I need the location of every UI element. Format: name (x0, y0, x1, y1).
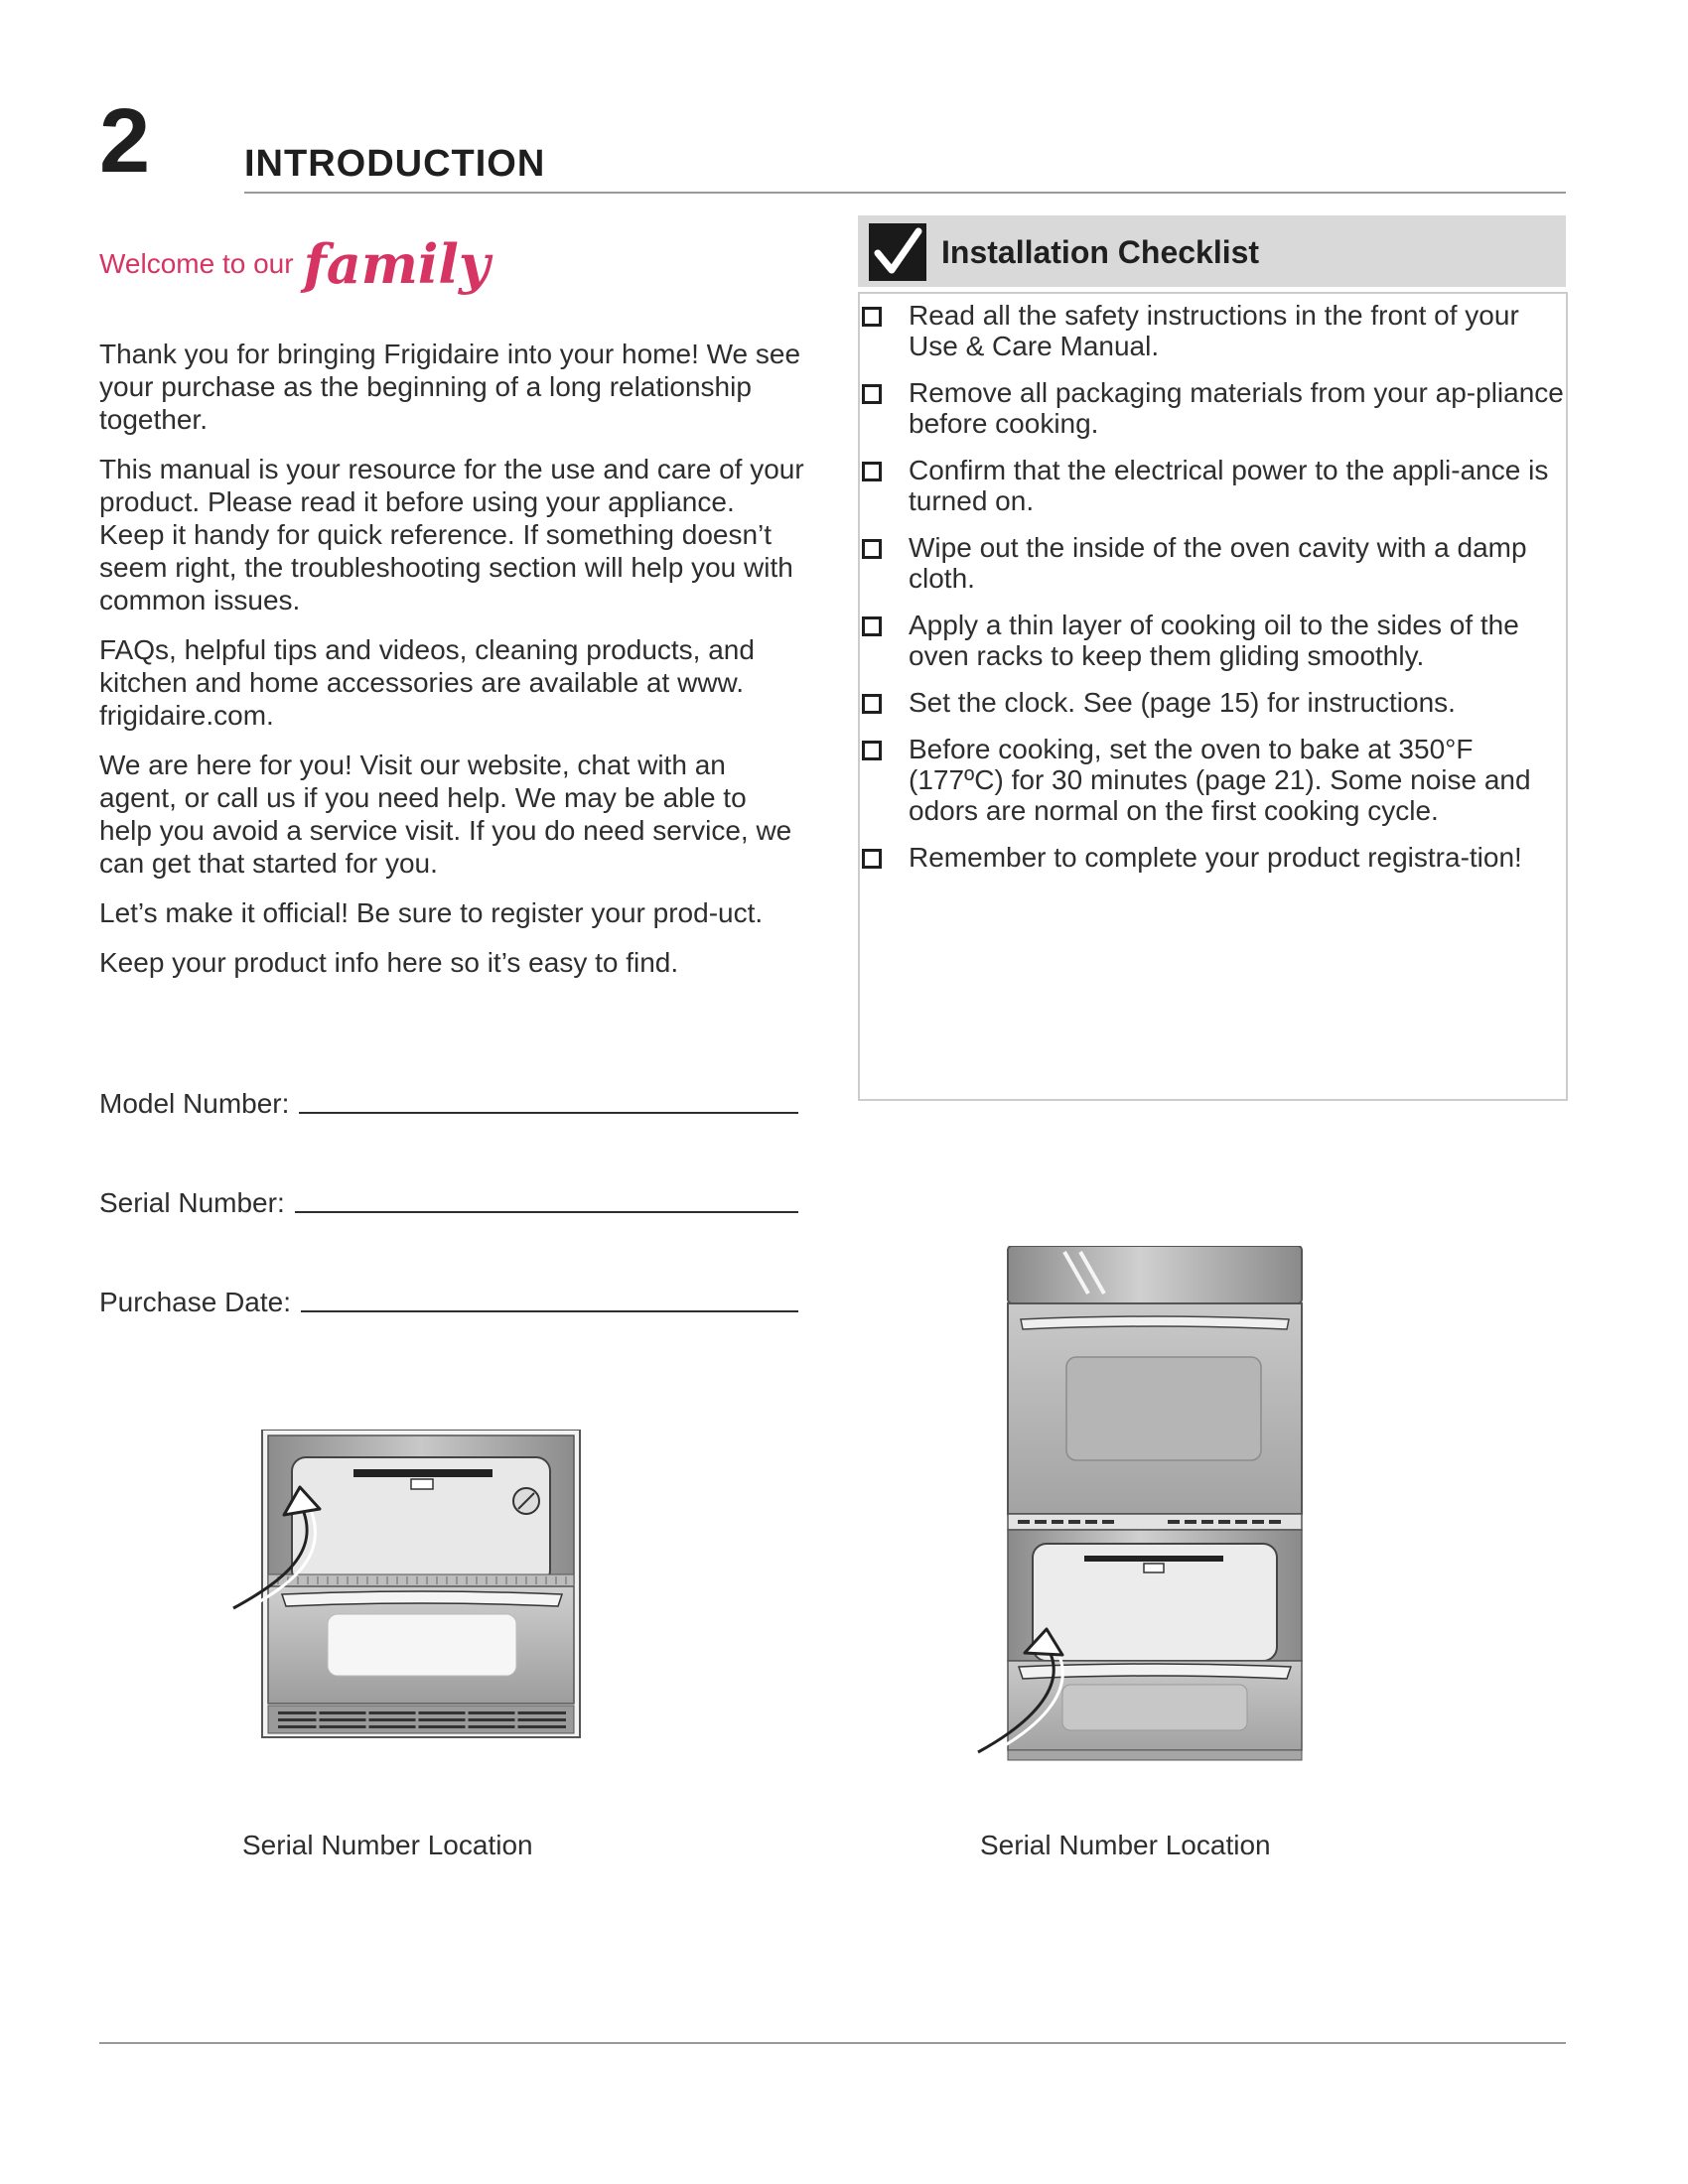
welcome-heading (99, 232, 490, 296)
serial-location-caption-right: Serial Number Location (980, 1830, 1271, 1860)
double-oven-illustration (973, 1246, 1311, 1767)
serial-number-line[interactable] (295, 1209, 798, 1213)
checklist-item (858, 300, 1565, 361)
checkmark-icon (869, 223, 926, 281)
intro-paragraph: Keep your product info here so it’s easy to find. (99, 947, 679, 978)
serial-number-field[interactable] (99, 1179, 798, 1219)
checklist-item (858, 842, 1565, 873)
checkbox-icon[interactable] (862, 849, 882, 869)
checklist-item-text: Read all the safety instructions in the front of your Use & Care Manual. (909, 300, 1519, 361)
purchase-date-field[interactable] (99, 1279, 798, 1318)
checkbox-icon[interactable] (862, 462, 882, 481)
checklist-title: Installation Checklist (941, 234, 1260, 270)
intro-paragraph: This manual is your resource for the use and care of your product. Please read it before using your appliance. Keep it handy for quick reference. If something doesn’t seem right, the troubleshooting section will help you with common issues. (99, 454, 804, 615)
header-rule (244, 192, 1566, 194)
checklist-item-text: Before cooking, set the oven to bake at 350°F (177ºC) for 30 minutes (page 21). Some noise and odors are normal on the first cooking cycle. (909, 734, 1531, 826)
intro-text (99, 338, 806, 996)
checkbox-icon[interactable] (862, 539, 882, 559)
checklist-item-text: Apply a thin layer of cooking oil to the sides of the oven racks to keep them gliding smoothly. (909, 610, 1519, 671)
section-title: INTRODUCTION (244, 143, 546, 185)
checkbox-icon[interactable] (862, 384, 882, 404)
checklist-list (858, 300, 1565, 888)
model-number-field[interactable] (99, 1080, 798, 1120)
checkbox-icon[interactable] (862, 616, 882, 636)
checklist-item (858, 377, 1565, 439)
intro-paragraph: FAQs, helpful tips and videos, cleaning products, and kitchen and home accessories are available at www. frigidaire.com. (99, 634, 755, 731)
checklist-item-text: Remember to complete your product registra-tion! (909, 842, 1522, 873)
model-number-label: Model Number: (99, 1088, 290, 1119)
serial-number-label: Serial Number: (99, 1187, 285, 1218)
checklist-item (858, 455, 1565, 516)
footer-rule (99, 2042, 1566, 2044)
purchase-date-label: Purchase Date: (99, 1287, 291, 1317)
checklist-item (858, 610, 1565, 671)
checklist-item (858, 687, 1565, 718)
checklist-item (858, 734, 1565, 826)
page-number: 2 (99, 90, 151, 192)
checkbox-icon[interactable] (862, 741, 882, 760)
model-number-line[interactable] (299, 1110, 798, 1114)
intro-paragraph: We are here for you! Visit our website, chat with an agent, or call us if you need help. We may be able to help you avoid a service visit. If you do need service, we can get that started for you. (99, 750, 792, 879)
checkbox-icon[interactable] (862, 694, 882, 714)
checklist-item-text: Remove all packaging materials from your ap-pliance before cooking. (909, 377, 1564, 439)
checkbox-icon[interactable] (862, 307, 882, 327)
checklist-item-text: Set the clock. See (page 15) for instructions. (909, 687, 1456, 718)
intro-paragraph: Thank you for bringing Frigidaire into your home! We see your purchase as the beginning of a long relationship together. (99, 339, 801, 435)
checklist-item (858, 532, 1565, 594)
welcome-script: family (303, 232, 491, 296)
single-oven-illustration (228, 1430, 596, 1762)
checklist-item-text: Wipe out the inside of the oven cavity with a damp cloth. (909, 532, 1527, 594)
checklist-item-text: Confirm that the electrical power to the appli-ance is turned on. (909, 455, 1549, 516)
welcome-lead: Welcome to our (99, 248, 294, 279)
purchase-date-line[interactable] (301, 1308, 798, 1312)
serial-location-caption-left: Serial Number Location (242, 1830, 533, 1860)
intro-paragraph: Let’s make it official! Be sure to register your prod-uct. (99, 897, 764, 928)
